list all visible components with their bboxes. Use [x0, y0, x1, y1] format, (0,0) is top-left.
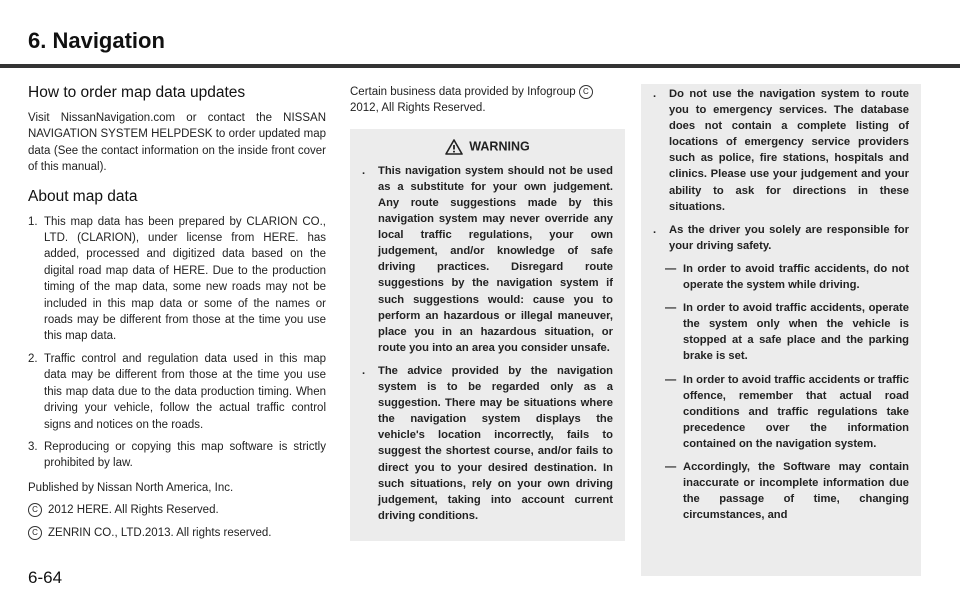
- copyright-zenrin: C ZENRIN CO., LTD.2013. All rights reserved.: [28, 525, 326, 541]
- page-number: 6-64: [28, 568, 63, 587]
- warning-title: WARNING: [362, 139, 613, 155]
- header-rule: [0, 64, 960, 68]
- warning-box: [350, 129, 625, 541]
- page-header: [0, 0, 960, 68]
- map-data-list: [28, 214, 326, 472]
- list-item: 3. Reproducing or copying this map software is strictly prohibited by law.: [28, 440, 326, 470]
- warning-bullet: . As the driver you solely are responsible for your driving safety.: [653, 223, 909, 252]
- warning-sub-item: — In order to avoid traffic accidents, do not operate the system while driving.: [665, 262, 909, 292]
- copyright-icon: C: [28, 526, 42, 540]
- warning-bullet: . This navigation system should not be used as a substitute for your own judgement. Any route suggestions made by this navigation system may never override any local traffic regulations, your own judgement, and/or knowledge of safe driving practices. Disregard route suggestions by the navigation system if such suggestions would: cause you to perform an hazardous or illegal maneuver, place you in an hazardous situation, or route you into an area you consider unsafe.: [362, 164, 613, 354]
- warning-box-continued: [641, 84, 921, 576]
- copyright-icon: C: [28, 503, 42, 517]
- heading-about-map-data: About map data: [28, 187, 138, 205]
- list-item: 1. This map data has been prepared by CLARION CO., LTD. (CLARION), under license from HERE. has added, processed and digitized data based on the digital road map data of HERE. Due to the production timing of the map data, some new roads may not be included in this map data or some of the names or roads may be different from those at the time you use this map data.: [28, 215, 326, 343]
- warning-sub-item: — In order to avoid traffic accidents, operate the system only when the vehicle is stopped at a safe place and the parking brake is set.: [665, 302, 909, 363]
- copyright-here: C 2012 HERE. All Rights Reserved.: [28, 502, 326, 518]
- warning-bullet: . Do not use the navigation system to route you to emergency services. The database does not contain a complete listing of locations of emergency service providers such as police, fire stations, hospitals and clinics. Please use your judgement and your ability to ask for directions in these situations.: [653, 88, 909, 213]
- warning-sub-item: — Accordingly, the Software may contain inaccurate or incomplete information due the passage of time, changing circumstances, and: [665, 460, 909, 522]
- column-middle: [350, 84, 625, 541]
- list-item: 2. Traffic control and regulation data used in this map data may be different from those at the time you use this map data due to the data production timing. When driving your vehicle, follow the actual traffic control signs and notices on the roads.: [28, 352, 326, 431]
- infogroup-notice: Certain business data provided by Infogroup C 2012, All Rights Reserved.: [350, 84, 625, 117]
- chapter-title: 6. Navigation: [28, 28, 165, 53]
- warning-sub-item: — In order to avoid traffic accidents or traffic offence, remember that actual road conditions and traffic regulations take precedence over the information contained on the navigation system.: [665, 373, 909, 450]
- copyright-icon: C: [579, 85, 593, 99]
- order-paragraph: Visit NissanNavigation.com or contact the NISSAN NAVIGATION SYSTEM HELPDESK to order updated map data (See the contact information on the inside front cover of this manual).: [28, 112, 326, 174]
- column-right: [641, 84, 921, 576]
- warning-bullet: . The advice provided by the navigation system is to be regarded only as a suggestion. There may be situations where the navigation system displays the vehicle's location incorrectly, fails to suggest the shortest course, and/or fails to direct you to your desired destination. In such situations, rely on your own driving judgement, taking into account current driving conditions.: [362, 364, 613, 522]
- heading-order-updates: How to order map data updates: [28, 84, 246, 101]
- warning-icon: [445, 139, 463, 155]
- published-by: Published by Nissan North America, Inc.: [28, 481, 234, 494]
- column-left: [28, 84, 326, 547]
